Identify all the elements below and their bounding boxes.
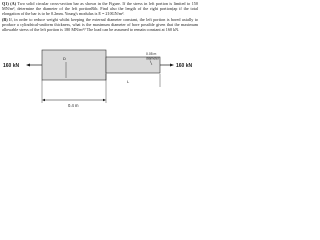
question-a-label: Q1) (A) — [2, 1, 17, 6]
right-load-label: 160 kN — [176, 63, 193, 69]
left-length-arrowhead-right — [103, 99, 106, 101]
right-length-symbol: L — [127, 79, 130, 84]
right-diameter-label: diameter — [146, 56, 160, 61]
question-b-paragraph — [2, 17, 198, 33]
left-load-arrowhead — [26, 64, 30, 67]
left-diameter-symbol: D — [63, 56, 66, 61]
question-text — [2, 1, 198, 32]
right-diameter-value: 0.05 m — [146, 52, 157, 56]
left-length-arrowhead-left — [42, 99, 45, 101]
left-load-label: 160 kN — [3, 63, 20, 69]
question-a-body: Two solid circular cross-section bar as shown in the Figure. If the stress in left portion is limited to 150 MN/m², determine the diameter of the left portionRib. Find also the length of the right portion(ap if the total elongation of the bar is to be 0.2mm. Young's modulus is E = 210GN/m². — [2, 1, 198, 17]
left-bar-portion — [42, 50, 106, 80]
left-length-label: 0.4 m — [68, 103, 79, 108]
question-b-body: If, in order to reduce weight whilst keeping the external diameter constant, the left portion is bored axially to produce a cylindrical-uniform thickness, what is the maximum diameter of bore possible given that the maximum allowable stress of the left portion is 180 MN/m²? The load can be assumed to remain constant at 160 kN. — [2, 16, 198, 33]
right-load-arrowhead — [170, 64, 174, 67]
bar-figure — [0, 47, 200, 109]
question-b-label: (B) — [2, 16, 8, 22]
question-a-paragraph — [2, 1, 198, 17]
